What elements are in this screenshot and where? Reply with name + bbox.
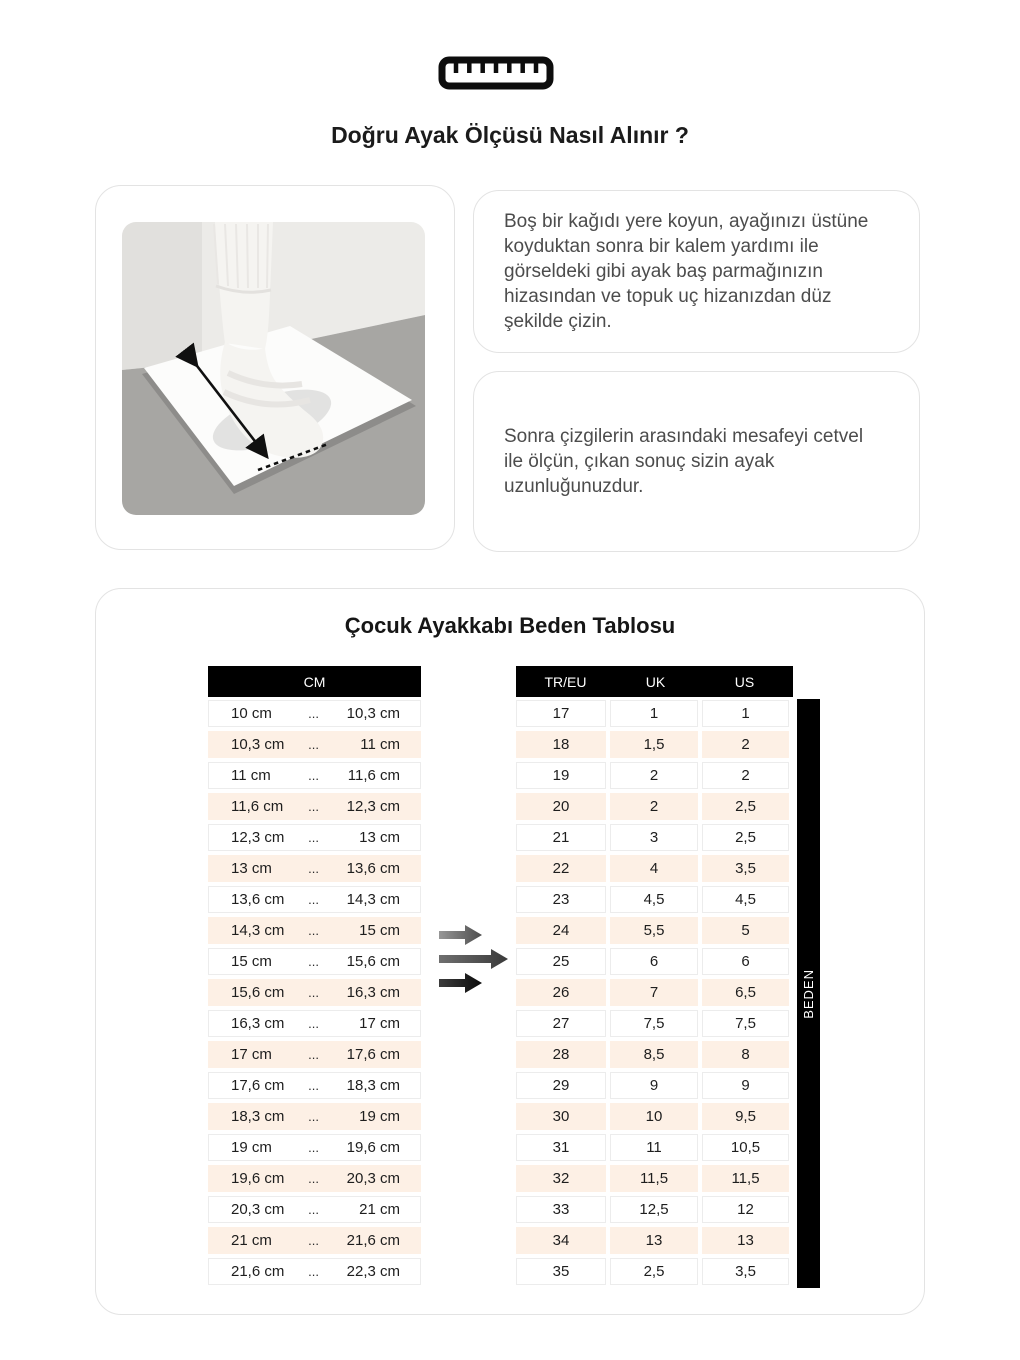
- cm-table-row: 11,6 cm ... 12,3 cm: [208, 793, 421, 820]
- size-table-cell: 4: [610, 855, 698, 882]
- size-table-header-cell: UK: [645, 673, 666, 690]
- cm-table-row: 15,6 cm ... 16,3 cm: [208, 979, 421, 1006]
- size-table-row: [516, 1258, 793, 1285]
- size-table-cell: 5,5: [610, 917, 698, 944]
- ruler-icon: [438, 56, 554, 90]
- cm-table-row: 19,6 cm ... 20,3 cm: [208, 1165, 421, 1192]
- size-table-cell: 1: [610, 700, 698, 727]
- size-table-cell: 13: [610, 1227, 698, 1254]
- size-table: [516, 666, 793, 1289]
- cm-table-row: 14,3 cm ... 15 cm: [208, 917, 421, 944]
- size-table-cell: 12,5: [610, 1196, 698, 1223]
- beden-side-label: [797, 699, 820, 1288]
- size-table-cell: 30: [516, 1103, 606, 1130]
- cm-table-row: 16,3 cm ... 17 cm: [208, 1010, 421, 1037]
- size-table-cell: 8,5: [610, 1041, 698, 1068]
- size-table-row: [516, 1165, 793, 1192]
- cm-table-row: 18,3 cm ... 19 cm: [208, 1103, 421, 1130]
- size-table-cell: 13: [702, 1227, 789, 1254]
- size-table-cell: 33: [516, 1196, 606, 1223]
- size-table-cell: 3,5: [702, 1258, 789, 1285]
- size-table-cell: 2: [702, 731, 789, 758]
- foot-measurement-photo: [122, 222, 425, 515]
- size-table-cell: 22: [516, 855, 606, 882]
- size-table-cell: 19: [516, 762, 606, 789]
- cm-table-row: 12,3 cm ... 13 cm: [208, 824, 421, 851]
- size-table-cell: 6: [702, 948, 789, 975]
- size-table-cell: 11,5: [702, 1165, 789, 1192]
- size-table-cell: 26: [516, 979, 606, 1006]
- size-table-cell: 24: [516, 917, 606, 944]
- cm-table-row: 10 cm ... 10,3 cm: [208, 700, 421, 727]
- size-table-cell: 2: [702, 762, 789, 789]
- instruction-text-2: Sonra çizgilerin arasındaki mesafeyi cetvel ile ölçün, çıkan sonuç sizin ayak uzunluğunuzdur.: [504, 426, 864, 497]
- size-table-cell: 3: [610, 824, 698, 851]
- size-table-cell: 11,5: [610, 1165, 698, 1192]
- size-table-header-cell: TR/EU: [544, 673, 587, 690]
- size-table-cell: 34: [516, 1227, 606, 1254]
- size-table-cell: 11: [610, 1134, 698, 1161]
- size-table-cell: 8: [702, 1041, 789, 1068]
- instruction-card-1: [473, 190, 920, 353]
- cm-table-row: 21 cm ... 21,6 cm: [208, 1227, 421, 1254]
- size-table-cell: 1: [702, 700, 789, 727]
- beden-label-text: BEDEN: [801, 968, 816, 1019]
- size-table-cell: 7,5: [610, 1010, 698, 1037]
- size-table-cell: 4,5: [610, 886, 698, 913]
- size-chart-card: [95, 588, 925, 1315]
- size-table-cell: 4,5: [702, 886, 789, 913]
- size-table-row: [516, 979, 793, 1006]
- size-table-cell: 6,5: [702, 979, 789, 1006]
- cm-table-row: 13 cm ... 13,6 cm: [208, 855, 421, 882]
- size-table-row: [516, 1072, 793, 1099]
- cm-table: [208, 666, 421, 1289]
- size-table-cell: 5: [702, 917, 789, 944]
- cm-table-row: 13,6 cm ... 14,3 cm: [208, 886, 421, 913]
- size-table-cell: 2: [610, 762, 698, 789]
- size-table-cell: 1,5: [610, 731, 698, 758]
- size-table-cell: 7,5: [702, 1010, 789, 1037]
- size-table-cell: 9: [702, 1072, 789, 1099]
- size-table-cell: 31: [516, 1134, 606, 1161]
- size-table-cell: 20: [516, 793, 606, 820]
- size-table-row: [516, 1227, 793, 1254]
- size-table-row: [516, 700, 793, 727]
- cm-table-row: 11 cm ... 11,6 cm: [208, 762, 421, 789]
- size-table-row: [516, 793, 793, 820]
- size-table-header-cell: US: [734, 673, 755, 690]
- size-table-row: [516, 1134, 793, 1161]
- size-table-cell: 2,5: [702, 824, 789, 851]
- size-table-cell: 10,5: [702, 1134, 789, 1161]
- size-table-header: [516, 666, 793, 697]
- size-table-row: [516, 762, 793, 789]
- size-chart-title: Çocuk Ayakkabı Beden Tablosu: [344, 613, 676, 638]
- size-table-cell: 21: [516, 824, 606, 851]
- size-table-row: [516, 731, 793, 758]
- size-table-cell: 28: [516, 1041, 606, 1068]
- cm-table-row: 17 cm ... 17,6 cm: [208, 1041, 421, 1068]
- size-table-cell: 29: [516, 1072, 606, 1099]
- cm-table-row: 19 cm ... 19,6 cm: [208, 1134, 421, 1161]
- size-table-cell: 17: [516, 700, 606, 727]
- size-table-row: [516, 1010, 793, 1037]
- page-title: Doğru Ayak Ölçüsü Nasıl Alınır ?: [331, 122, 689, 148]
- size-table-row: [516, 855, 793, 882]
- size-table-cell: 2,5: [610, 1258, 698, 1285]
- instruction-card-2: [473, 371, 920, 552]
- instruction-text-1: Boş bir kağıdı yere koyun, ayağınızı üstüne koyduktan sonra bir kalem yardımı ile görseldeki gibi ayak baş parmağınızın hizasından ve topuk uç hizanızdan düz şekilde çizin.: [504, 211, 869, 332]
- cm-table-row: 20,3 cm ... 21 cm: [208, 1196, 421, 1223]
- size-table-cell: 27: [516, 1010, 606, 1037]
- size-table-cell: 6: [610, 948, 698, 975]
- size-table-row: [516, 1041, 793, 1068]
- transfer-arrows-icon: [438, 923, 518, 995]
- size-table-cell: 12: [702, 1196, 789, 1223]
- size-table-rows: [516, 700, 793, 1285]
- size-table-cell: 35: [516, 1258, 606, 1285]
- cm-table-header: CM: [208, 666, 421, 697]
- size-table-row: [516, 886, 793, 913]
- size-table-cell: 3,5: [702, 855, 789, 882]
- size-table-cell: 32: [516, 1165, 606, 1192]
- size-table-row: [516, 948, 793, 975]
- size-table-row: [516, 1103, 793, 1130]
- size-table-cell: 18: [516, 731, 606, 758]
- cm-table-rows: [208, 700, 421, 1285]
- size-table-cell: 2,5: [702, 793, 789, 820]
- size-table-cell: 25: [516, 948, 606, 975]
- size-table-row: [516, 1196, 793, 1223]
- cm-table-row: 17,6 cm ... 18,3 cm: [208, 1072, 421, 1099]
- size-table-row: [516, 824, 793, 851]
- foot-measurement-photo-card: [95, 185, 455, 550]
- size-table-cell: 9: [610, 1072, 698, 1099]
- cm-table-row: 15 cm ... 15,6 cm: [208, 948, 421, 975]
- size-table-cell: 7: [610, 979, 698, 1006]
- size-table-cell: 23: [516, 886, 606, 913]
- size-table-cell: 10: [610, 1103, 698, 1130]
- cm-table-row: 10,3 cm ... 11 cm: [208, 731, 421, 758]
- size-table-row: [516, 917, 793, 944]
- size-table-cell: 2: [610, 793, 698, 820]
- cm-table-row: 21,6 cm ... 22,3 cm: [208, 1258, 421, 1285]
- size-table-cell: 9,5: [702, 1103, 789, 1130]
